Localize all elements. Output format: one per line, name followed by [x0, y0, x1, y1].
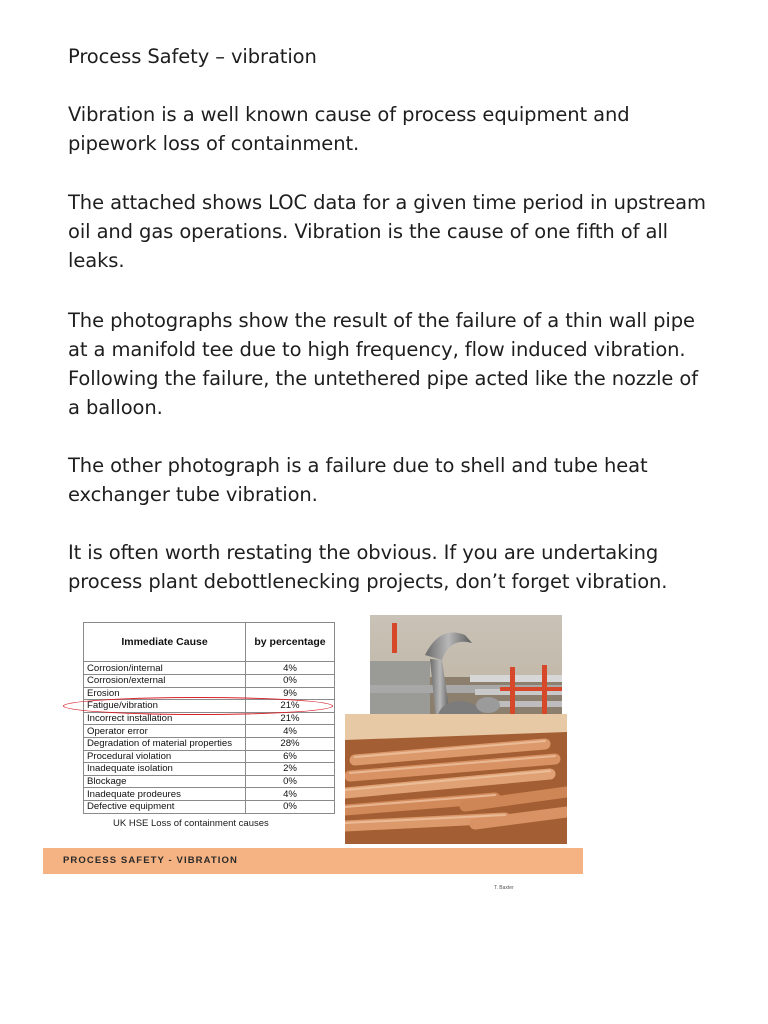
- embedded-slide: [43, 612, 583, 874]
- cause-cell: Degradation of material properties: [84, 737, 246, 750]
- percentage-cell: 0%: [246, 775, 335, 788]
- cause-cell: Fatigue/vibration: [84, 700, 246, 713]
- table-row: [84, 725, 335, 738]
- highlight-ellipse: [63, 697, 333, 715]
- slide-banner: [43, 848, 583, 874]
- column-header-percentage: by percentage: [246, 623, 335, 662]
- table-row: [84, 775, 335, 788]
- paragraph-conclusion: It is often worth restating the obvious. If you are undertaking process plant debottlenecking projects, don’t forget vibration.: [68, 541, 668, 593]
- table-row: [84, 800, 335, 813]
- author-credit: T. Baxter: [494, 885, 514, 891]
- table-header-row: [84, 623, 335, 662]
- paragraph-photographs: The photographs show the result of the failure of a thin wall pipe at a manifold tee due to high frequency, flow induced vibration. Following the failure, the untethered pipe acted like the nozzle of a balloon.: [68, 309, 698, 419]
- heat-exchanger-tubes-photo: [345, 714, 567, 844]
- paragraph-heat-exchanger: The other photograph is a failure due to shell and tube heat exchanger tube vibration.: [68, 454, 648, 506]
- table-caption: UK HSE Loss of containment causes: [113, 818, 269, 829]
- table-row: [84, 737, 335, 750]
- cause-cell: Erosion: [84, 687, 246, 700]
- percentage-cell: 4%: [246, 788, 335, 801]
- cause-cell: Operator error: [84, 725, 246, 738]
- table-row: [84, 763, 335, 776]
- table-row: [84, 662, 335, 675]
- paragraph-loc-data: The attached shows LOC data for a given time period in upstream oil and gas operations. Vibration is the cause of one fifth of all leaks.: [68, 191, 706, 272]
- percentage-cell: 21%: [246, 712, 335, 725]
- percentage-cell: 2%: [246, 763, 335, 776]
- table-row: [84, 788, 335, 801]
- cause-cell: Blockage: [84, 775, 246, 788]
- table-row: [84, 750, 335, 763]
- cause-cell: Corrosion/internal: [84, 662, 246, 675]
- cause-cell: Inadequate isolation: [84, 763, 246, 776]
- cause-cell: Inadequate prodeures: [84, 788, 246, 801]
- percentage-cell: 4%: [246, 725, 335, 738]
- percentage-cell: 21%: [246, 700, 335, 713]
- percentage-cell: 6%: [246, 750, 335, 763]
- paragraph-intro: Vibration is a well known cause of process equipment and pipework loss of containment.: [68, 103, 630, 155]
- cause-cell: Incorrect installation: [84, 712, 246, 725]
- percentage-cell: 9%: [246, 687, 335, 700]
- cause-cell: Procedural violation: [84, 750, 246, 763]
- percentage-cell: 4%: [246, 662, 335, 675]
- percentage-cell: 28%: [246, 737, 335, 750]
- loc-causes-table: [83, 622, 335, 814]
- cause-cell: Corrosion/external: [84, 675, 246, 688]
- banner-title: PROCESS SAFETY - VIBRATION: [63, 855, 238, 866]
- column-header-cause: Immediate Cause: [84, 623, 246, 662]
- table-row: [84, 675, 335, 688]
- percentage-cell: 0%: [246, 800, 335, 813]
- cause-cell: Defective equipment: [84, 800, 246, 813]
- percentage-cell: 0%: [246, 675, 335, 688]
- document-title: Process Safety – vibration: [68, 45, 317, 68]
